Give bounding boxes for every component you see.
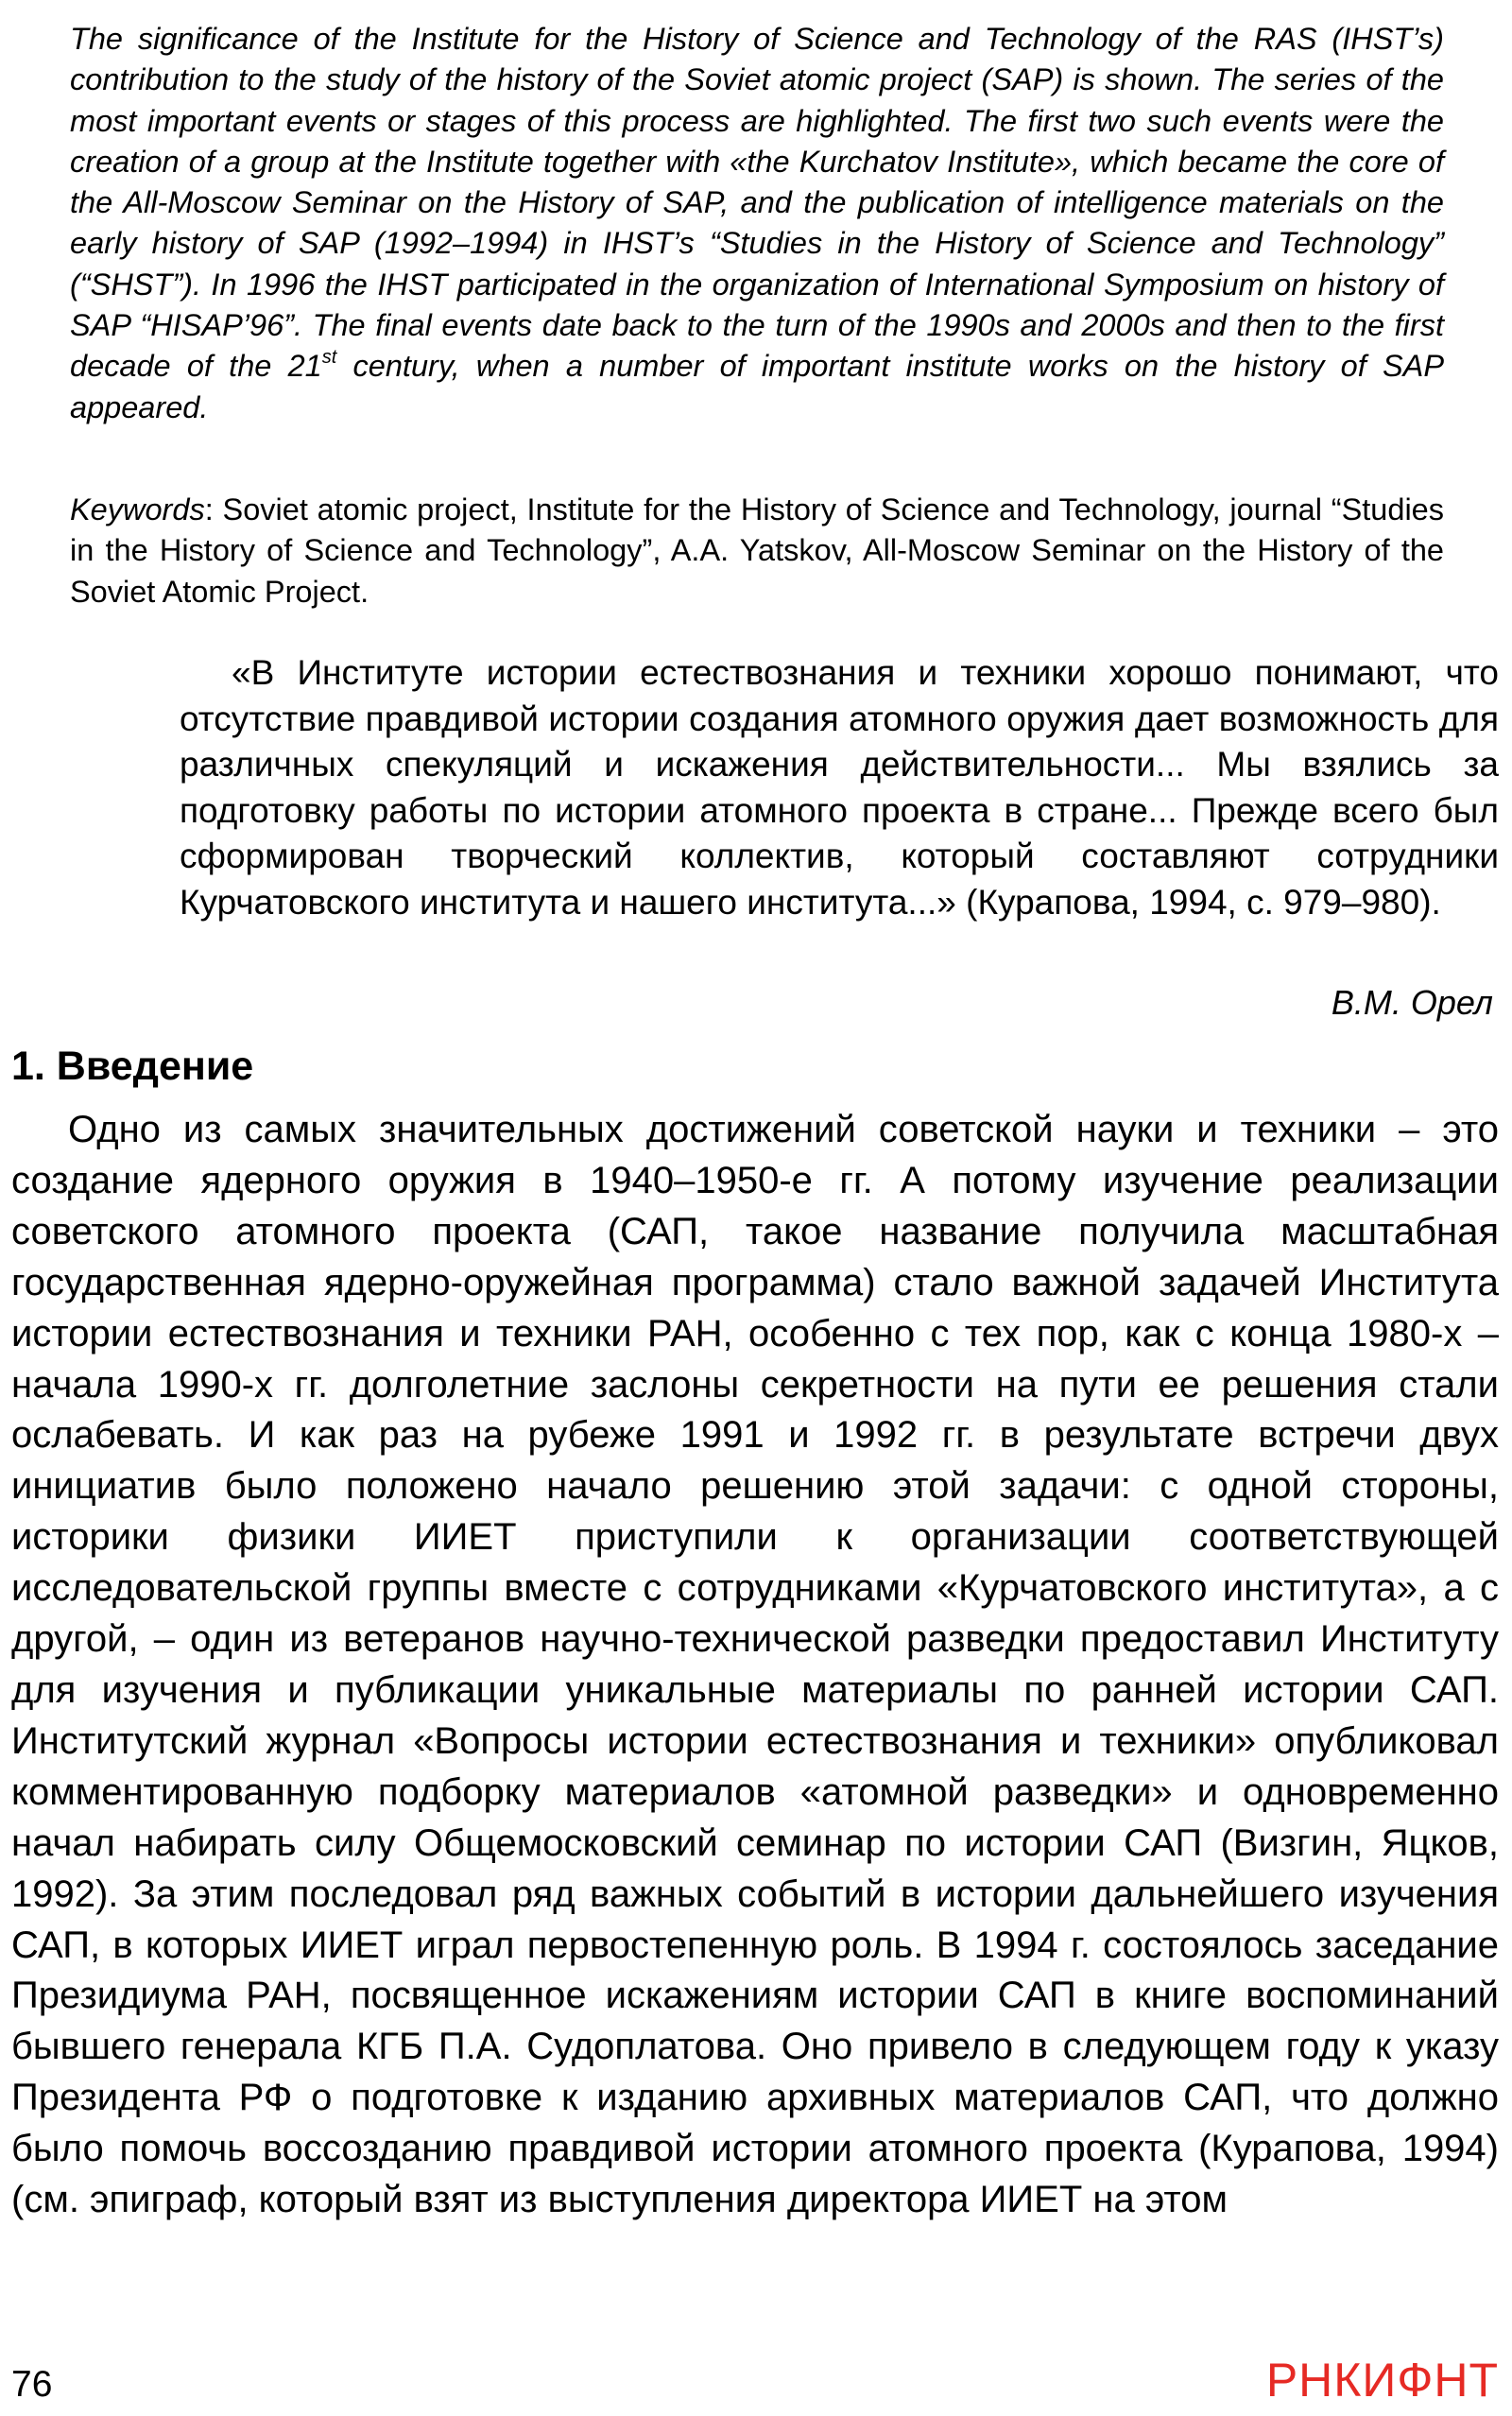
keywords-text: : Soviet atomic project, Institute for the History of Science and Technology, journal “Studies in the History of Science and Technology”, A.A. Yatskov, All-Moscow Seminar on the History of the Soviet Atomic Project. — [70, 492, 1444, 609]
keywords — [70, 490, 1444, 613]
publisher-logo: РНКИФНТ — [1265, 2354, 1499, 2407]
epigraph-quote: «В Институте истории естествознания и техники хорошо понимают, что отсутствие правдивой истории создания атомного оружия дает возможность для различных спекуляций и искажения действительности... Мы взялись за подготовку работы по истории атомного проекта в стране... Прежде всего был сформирован творческий коллектив, который составляют сотрудники Курчатовского института и нашего института...» (Курапова, 1994, с. 979–980). — [180, 653, 1499, 922]
abstract — [70, 19, 1444, 428]
introduction-paragraph: Одно из самых значительных достижений советской науки и техники – это создание ядерного оружия в 1940–1950-е гг. А потому изучение реализации советского атомного проекта (САП, такое название получила масштабная государственная ядерно-оружейная программа) стало важной задачей Института истории естествознания и техники РАН, особенно с тех пор, как с конца 1980-х – начала 1990-х гг. долголетние заслоны секретности на пути ее решения стали ослабевать. И как раз на рубеже 1991 и 1992 гг. в результате встречи двух инициатив было положено начало решению этой задачи: с одной стороны, историки физики ИИЕТ приступили к организации соответствующей исследовательской группы вместе с сотрудниками «Курчатовского института», а с другой, – один из ветеранов научно-технической разведки предоставил Институту для изучения и публикации уникальные материалы по ранней истории САП. Институтский журнал «Вопросы истории естествознания и техники» опубликовал комментированную подборку материалов «атомной разведки» и одновременно начал набирать силу Общемосковский семинар по истории САП (Визгин, Яцков, 1992). За этим последовал ряд важных событий в истории дальнейшего изучения САП, в которых ИИЕТ играл первостепенную роль. В 1994 г. состоялось заседание Президиума РАН, посвященное искажениям истории САП в книге воспоминаний бывшего генерала КГБ П.А. Судоплатова. Оно привело в следующем году к указу Президента РФ о подготовке к изданию архивных материалов САП, что должно было помочь воссозданию правдивой истории атомного проекта (Курапова, 1994) (см. эпиграф, который взят из выступления директора ИИЕТ на этом — [11, 1109, 1499, 2221]
keywords-label: Keywords — [70, 492, 205, 526]
section-heading: 1. Введение — [11, 1044, 254, 1089]
epigraph-author: В.М. Орел — [1331, 983, 1493, 1022]
abstract-superscript: st — [321, 347, 337, 369]
abstract-text-end: century, when a number of important institute works on the history of SAP appeared. — [70, 349, 1444, 424]
epigraph — [180, 650, 1499, 925]
abstract-text: The significance of the Institute for the History of Science and Technology of the RAS (IHST’s) contribution to the study of the history of the Soviet atomic project (SAP) is shown. The series of the most important events or stages of this process are highlighted. The first two such events were the creation of a group at the Institute together with «the Kurchatov Institute», which became the core of the All-Moscow Seminar on the History of SAP, and the publication of intelligence materials on the early history of SAP (1992–1994) in IHST’s “Studies in the History of Science and Technology” (“SHST”). In 1996 the IHST participated in the organization of International Symposium on history of SAP “HISAP’96”. The final events date back to the turn of the 1990s and 2000s and then to the first decade of the 21 — [70, 22, 1444, 384]
page-number: 76 — [11, 2364, 53, 2405]
